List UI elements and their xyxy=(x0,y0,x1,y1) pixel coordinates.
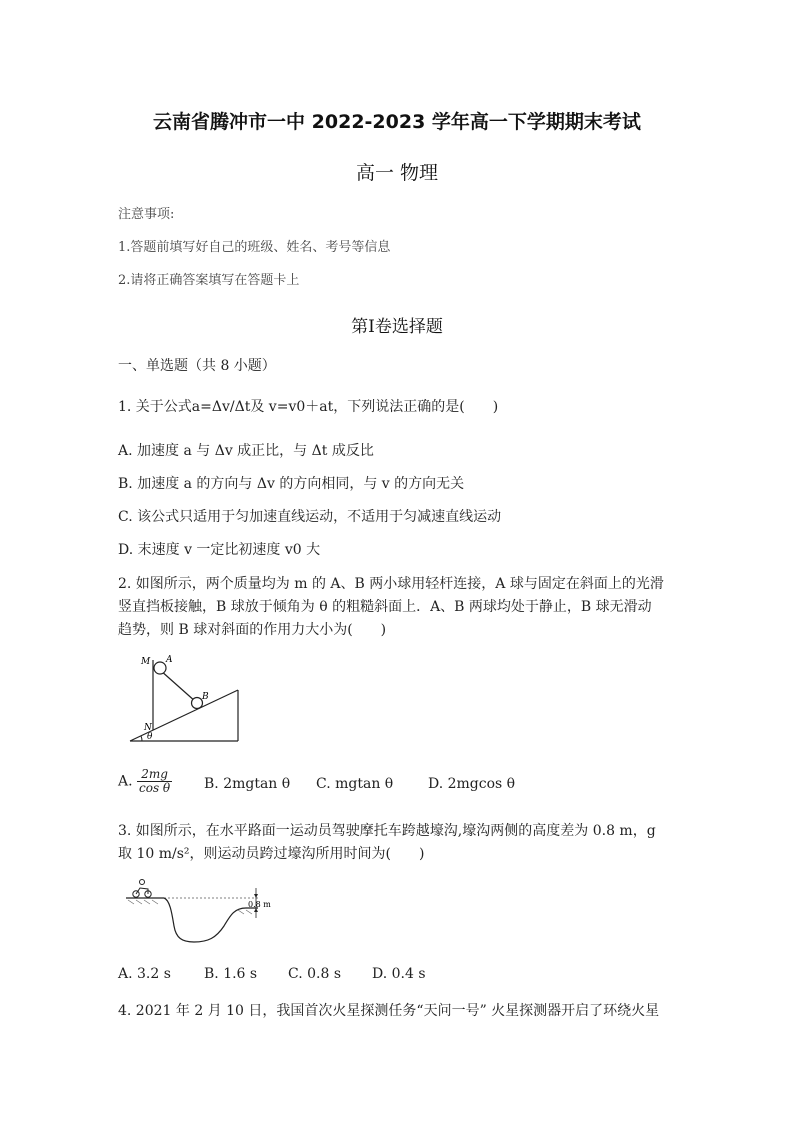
q1-option-b: B. 加速度 a 的方向与 Δv 的方向相同，与 v 的方向无关 xyxy=(118,476,465,492)
label-a: A xyxy=(166,655,173,665)
note-item-1: 1.答题前填写好自己的班级、姓名、考号等信息 xyxy=(118,240,391,255)
q2-stem-line-1: 2. 如图所示，两个质量均为 m 的 A、B 两小球用轻杆连接，A 球与固定在斜面上的光滑 xyxy=(118,576,664,592)
q3-option-c: C. 0.8 s xyxy=(288,966,342,982)
label-n: N xyxy=(144,723,152,733)
note-item-2: 2.请将正确答案填写在答题卡上 xyxy=(118,273,300,288)
q2-incline-figure xyxy=(120,650,250,750)
q3-ditch-figure xyxy=(124,874,274,954)
label-m: M xyxy=(141,657,151,667)
q3-stem-line-2: 取 10 m/s²，则运动员跨过壕沟所用时间为( ) xyxy=(118,846,425,862)
q2-stem-line-2: 竖直挡板接触，B 球放于倾角为 θ 的粗糙斜面上．A、B 两球均处于静止，B 球无滑动 xyxy=(118,599,652,615)
q1-option-a: A. 加速度 a 与 Δv 成正比，与 Δt 成反比 xyxy=(118,443,374,459)
q2-option-a-denominator: cos θ xyxy=(139,781,171,795)
q4-stem-line-1: 4. 2021 年 2 月 10 日，我国首次火星探测任务“天问一号” 火星探测器开启了环绕火星 xyxy=(118,1003,660,1019)
section-title: 第Ⅰ卷选择题 xyxy=(351,317,443,337)
q1-option-d: D. 末速度 v 一定比初速度 v0 大 xyxy=(118,542,321,558)
exam-title: 云南省腾冲市一中 2022-2023 学年高一下学期期末考试 xyxy=(153,111,641,133)
q2-option-a-fraction xyxy=(137,768,172,795)
q3-option-a: A. 3.2 s xyxy=(118,966,171,982)
q3-stem-line-1: 3. 如图所示，在水平路面一运动员驾驶摩托车跨越壕沟,壕沟两侧的高度差为 0.8 m，g xyxy=(118,823,656,839)
q2-option-b: B. 2mgtan θ xyxy=(204,776,291,792)
q2-stem-line-3: 趋势，则 B 球对斜面的作用力大小为( ) xyxy=(118,622,387,638)
label-b: B xyxy=(202,692,209,702)
exam-subtitle: 高一 物理 xyxy=(355,162,439,184)
label-theta: θ xyxy=(147,732,153,742)
section-part-heading: 一、单选题（共 8 小题） xyxy=(118,358,276,374)
q2-option-a-numerator: 2mg xyxy=(137,768,172,782)
q2-option-d: D. 2mgcos θ xyxy=(428,776,516,792)
q1-stem: 1. 关于公式a=Δv/Δt及 v=v0＋at，下列说法正确的是( ) xyxy=(118,399,499,415)
q3-option-b: B. 1.6 s xyxy=(204,966,258,982)
q3-height-label: 0.8 m xyxy=(248,900,271,909)
q1-option-c: C. 该公式只适用于匀加速直线运动，不适用于匀减速直线运动 xyxy=(118,509,502,525)
q3-option-d: D. 0.4 s xyxy=(372,966,426,982)
q2-option-c: C. mgtan θ xyxy=(316,776,394,792)
notes-heading: 注意事项: xyxy=(118,207,175,222)
q2-option-a-prefix: A. xyxy=(118,773,133,790)
q2-options xyxy=(118,768,172,795)
